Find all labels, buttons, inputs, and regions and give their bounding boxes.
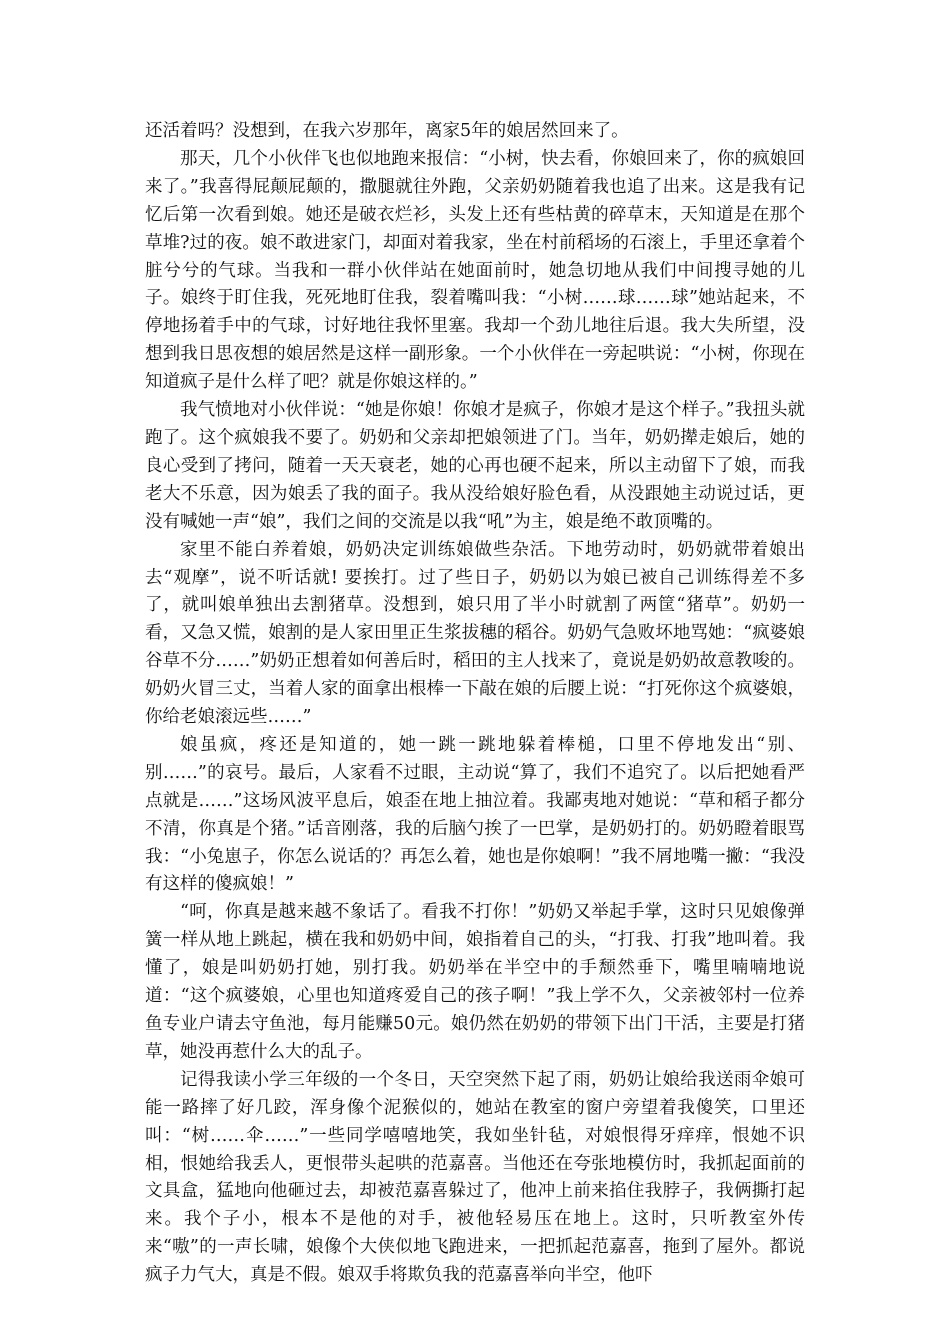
paragraph: 还活着吗？没想到，在我六岁那年，离家5年的娘居然回来了。: [145, 121, 629, 141]
paragraph: 记得我读小学三年级的一个冬日，天空突然下起了雨，奶奶让娘给我送雨伞娘可能一路摔了好几跤，浑身像个泥猴似的，她站在教室的窗户旁望着我傻笑，口里还叫：“树……伞……”一些同学嘻嘻地笑，我如坐针毡，对娘恨得牙痒痒，恨她不识相，恨她给我丢人，更恨带头起哄的范嘉喜。当他还在夸张地模仿时，我抓起面前的文具盒，猛地向他砸过去，却被范嘉喜躲过了，他冲上前来掐住我脖子，我俩撕打起来。我个子小，根本不是他的对手，被他轻易压在地上。这时，只听教室外传来“嗷”的一声长啸，娘像个大侠似地飞跑进来，一把抓起范嘉喜，拖到了屋外。都说疯子力气大，真是不假。娘双手将欺负我的范嘉喜举向半空，他吓: [145, 1069, 805, 1286]
document-page: [145, 118, 805, 1290]
paragraph: 家里不能白养着娘，奶奶决定训练娘做些杂活。下地劳动时，奶奶就带着娘出去“观摩”，说不听话就! 要挨打。过了些日子，奶奶以为娘已被自己训练得差不多了，就叫娘单独出去割猪草。没想到，娘只用了半小时就割了两筐“猪草”。奶奶一看，又急又慌，娘割的是人家田里正生浆拔穗的稻谷。奶奶气急败坏地骂她：“疯婆娘谷草不分……”奶奶正想着如何善后时，稻田的主人找来了，竟说是奶奶故意教唆的。奶奶火冒三丈，当着人家的面拿出根棒一下敲在娘的后腰上说：“打死你这个疯婆娘，你给老娘滚远些……”: [145, 539, 805, 728]
paragraph: “呵，你真是越来越不象话了。看我不打你！”奶奶又举起手掌，这时只见娘像弹簧一样从地上跳起，横在我和奶奶中间，娘指着自己的头，“打我、打我”地叫着。我懂了，娘是叫奶奶打她，别打我。奶奶举在半空中的手颓然垂下，嘴里喃喃地说道：“这个疯婆娘，心里也知道疼爱自己的孩子啊！”我上学不久，父亲被邻村一位养鱼专业户请去守鱼池，每月能赚50元。娘仍然在奶奶的带领下出门干活，主要是打猪草，她没再惹什么大的乱子。: [145, 902, 805, 1062]
paragraph: 那天，几个小伙伴飞也似地跑来报信：“小树，快去看，你娘回来了，你的疯娘回来了。”我喜得屁颠屁颠的，撒腿就往外跑，父亲奶奶随着我也追了出来。这是我有记忆后第一次看到娘。她还是破衣烂衫，头发上还有些枯黄的碎草末，天知道是在那个草堆?过的夜。娘不敢进家门，却面对着我家，坐在村前稻场的石滚上，手里还拿着个脏兮兮的气球。当我和一群小伙伴站在她面前时，她急切地从我们中间搜寻她的儿子。娘终于盯住我，死死地盯住我，裂着嘴叫我：“小树……球……球”她站起来，不停地扬着手中的气球，讨好地往我怀里塞。我却一个劲儿地往后退。我大失所望，没想到我日思夜想的娘居然是这样一副形象。一个小伙伴在一旁起哄说：“小树，你现在知道疯子是什么样了吧？就是你娘这样的。”: [145, 148, 805, 393]
paragraph: 娘虽疯，疼还是知道的，她一跳一跳地躲着棒槌，口里不停地发出“别、别……”的哀号。最后，人家看不过眼，主动说“算了，我们不追究了。以后把她看严点就是……”这场风波平息后，娘歪在地上抽泣着。我鄙夷地对她说：“草和稻子都分不清，你真是个猪。”话音刚落，我的后脑勺挨了一巴掌，是奶奶打的。奶奶瞪着眼骂我：“小兔崽子，你怎么说话的？再怎么着，她也是你娘啊！”我不屑地嘴一撇：“我没有这样的傻疯娘！”: [145, 734, 805, 895]
paragraph: 我气愤地对小伙伴说：“她是你娘！你娘才是疯子，你娘才是这个样子。”我扭头就跑了。这个疯娘我不要了。奶奶和父亲却把娘领进了门。当年，奶奶撵走娘后，她的良心受到了拷问，随着一天天衰老，她的心再也硬不起来，所以主动留下了娘，而我老大不乐意，因为娘丢了我的面子。我从没给娘好脸色看，从没跟她主动说过话，更没有喊她一声“娘”，我们之间的交流是以我“吼”为主，娘是绝不敢顶嘴的。: [145, 400, 805, 532]
